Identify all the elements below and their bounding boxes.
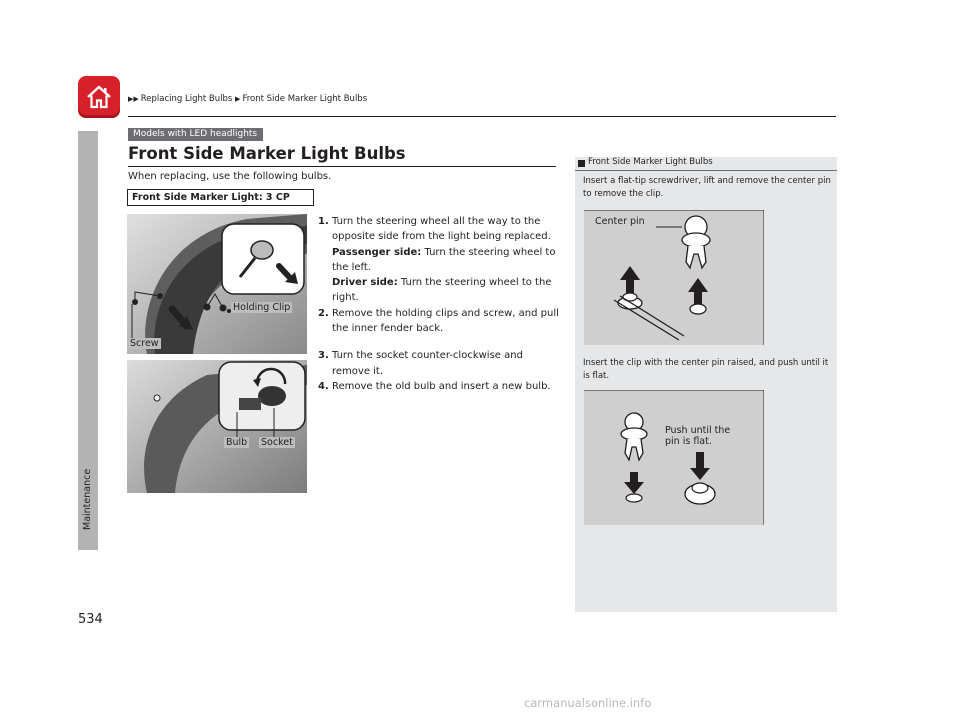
section-label: Maintenance — [82, 468, 93, 530]
breadcrumb — [128, 94, 367, 104]
note-rule — [575, 170, 837, 171]
push-flat-label — [665, 425, 730, 447]
fender-illustration — [127, 214, 307, 354]
header-rule — [128, 116, 836, 117]
driver-side-text: Turn the steering wheel to the right. — [332, 277, 552, 304]
clip-removal-illustration — [584, 210, 764, 345]
steps-list — [318, 214, 563, 394]
step-number: 3. — [318, 350, 329, 362]
step-3 — [318, 348, 563, 379]
step-4 — [318, 379, 563, 394]
model-tag: Models with LED headlights — [128, 128, 263, 141]
note-square-icon — [578, 160, 585, 167]
page-title: Front Side Marker Light Bulbs — [128, 144, 406, 163]
title-rule — [128, 166, 556, 167]
fender-photo — [127, 214, 307, 354]
clip-removal-diagram — [584, 210, 764, 345]
triangle-right-icon: ▶ — [235, 95, 241, 103]
step-text: Remove the old bulb and insert a new bulb. — [332, 380, 551, 392]
center-pin-label: Center pin — [595, 216, 645, 227]
step-text: Turn the steering wheel all the way to the opposite side from the light being replaced. — [332, 216, 551, 243]
breadcrumb-item[interactable]: Replacing Light Bulbs — [140, 94, 233, 104]
triangle-right-icon: ▶▶ — [128, 95, 139, 103]
screw-callout: Screw — [130, 338, 159, 349]
step-number: 1. — [318, 216, 329, 227]
clip-insertion-diagram — [584, 390, 764, 525]
watermark: carmanualsonline.info — [524, 696, 652, 710]
step-number: 4. — [318, 380, 329, 392]
socket-callout: Socket — [261, 437, 293, 448]
breadcrumb-item[interactable]: Front Side Marker Light Bulbs — [242, 94, 368, 104]
push-flat-label-line: Push until the — [665, 425, 731, 436]
bulb-callout: Bulb — [226, 437, 248, 448]
bulb-spec-box: Front Side Marker Light: 3 CP — [127, 189, 314, 206]
home-button[interactable] — [78, 76, 120, 118]
socket-photo — [127, 360, 307, 493]
page-number: 534 — [78, 612, 103, 627]
home-icon — [85, 83, 113, 111]
passenger-side-label: Passenger side: — [332, 246, 422, 258]
push-flat-label-line: pin is flat. — [665, 436, 712, 447]
step-text: Remove the holding clips and screw, and pull the inner fender back. — [332, 307, 559, 335]
step-number: 2. — [318, 307, 329, 319]
socket-illustration — [127, 360, 307, 493]
passenger-side-text: Turn the steering wheel to the left. — [332, 246, 556, 273]
step-text: Turn the socket counter-clockwise and remove it. — [332, 350, 523, 377]
clip-insertion-illustration — [584, 390, 764, 525]
driver-side-label: Driver side: — [332, 277, 398, 289]
intro-text: When replacing, use the following bulbs. — [128, 171, 332, 182]
holding-clip-callout: Holding Clip — [233, 302, 291, 313]
step-1 — [318, 214, 563, 306]
step-2 — [318, 306, 563, 337]
note-text: Insert a flat-tip screwdriver, lift and remove the center pin to remove the clip. — [583, 176, 831, 199]
note-text: Insert the clip with the center pin raised, and push until it is flat. — [583, 358, 829, 381]
note-title: Front Side Marker Light Bulbs — [588, 157, 713, 167]
